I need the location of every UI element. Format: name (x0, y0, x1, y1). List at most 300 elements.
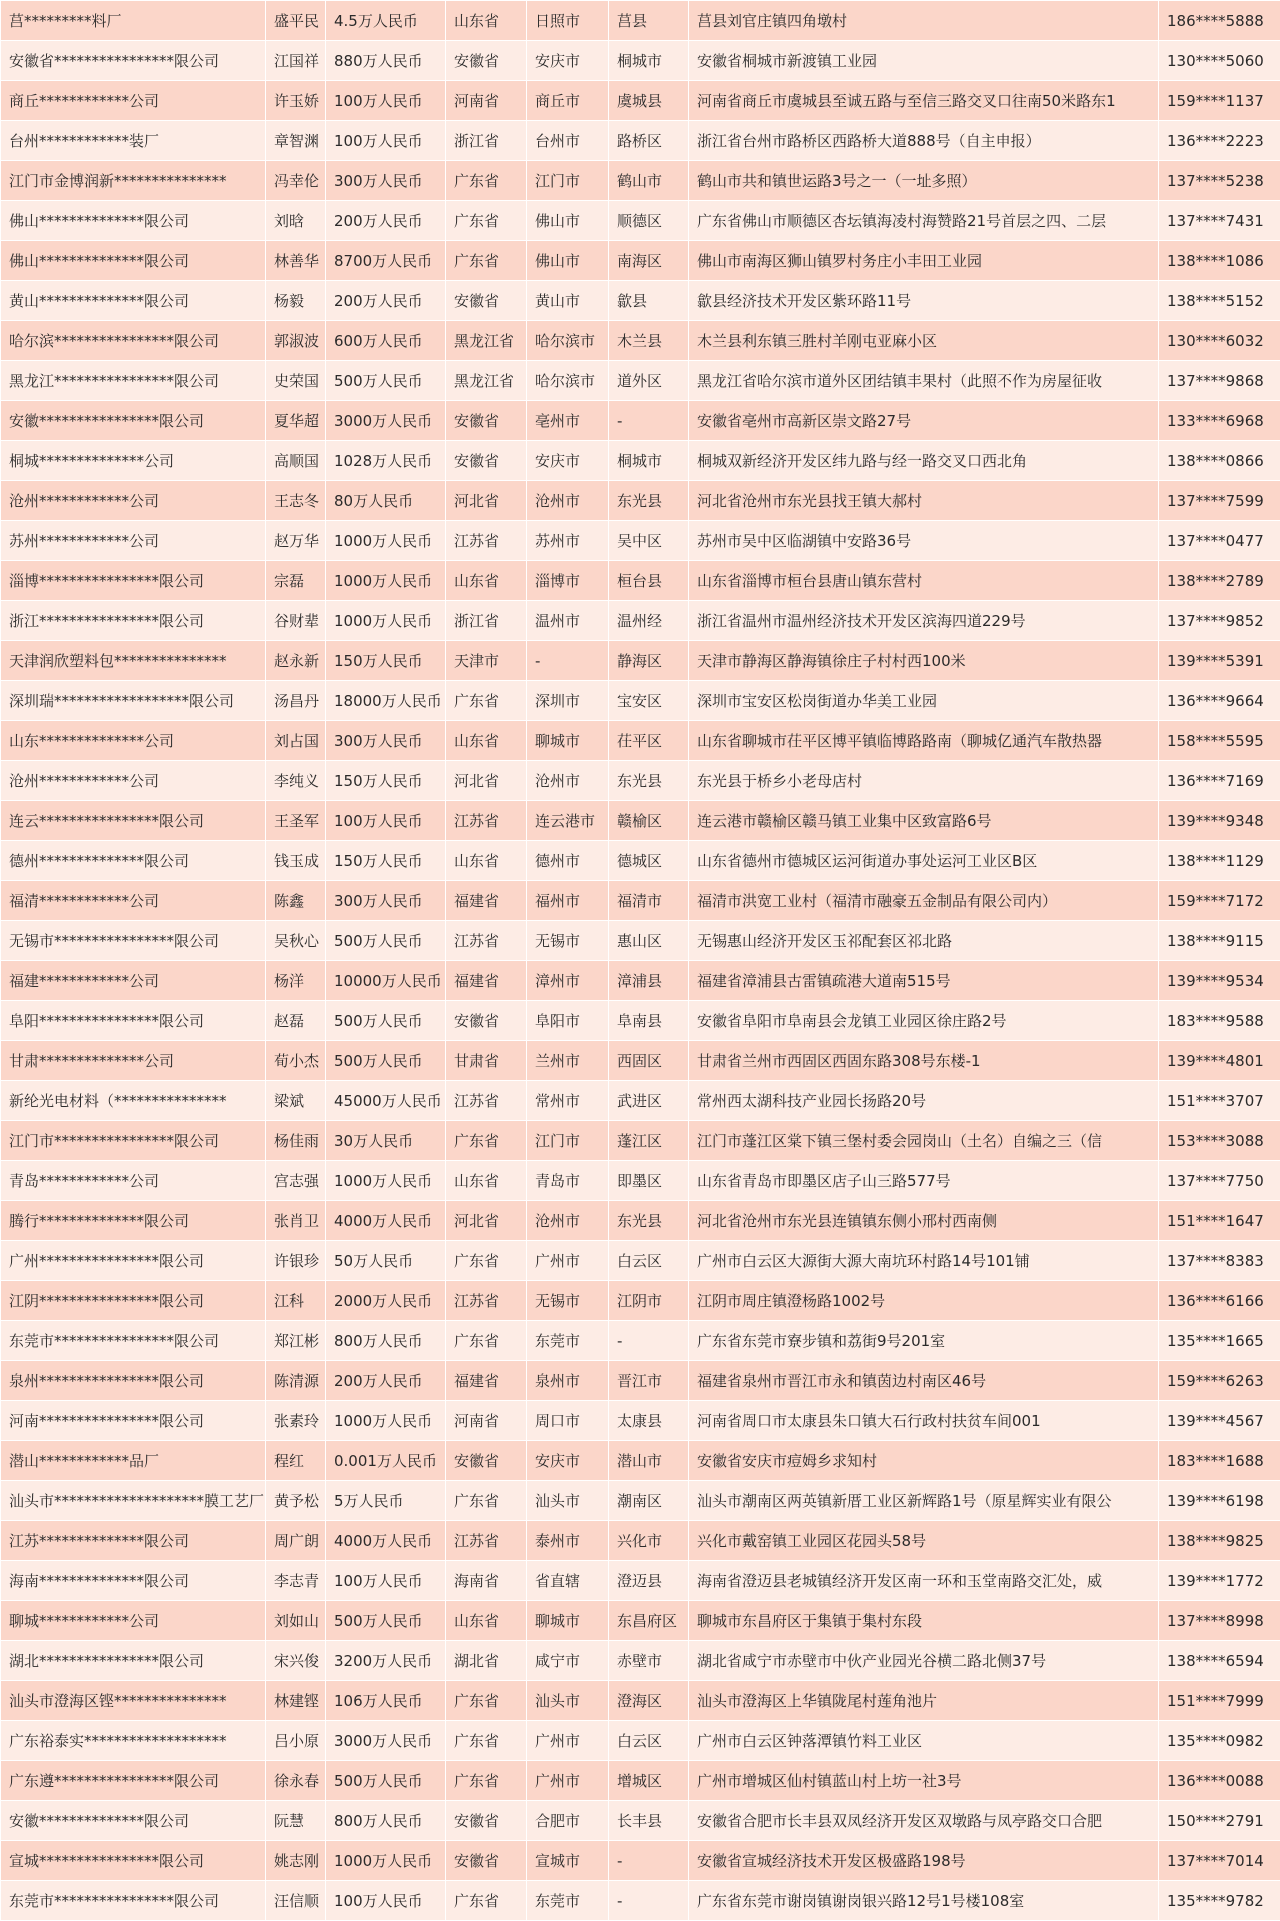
legal-rep-cell: 阮慧 (266, 1801, 326, 1841)
province-cell: 广东省 (446, 681, 527, 721)
company-table-body (1, 1, 1280, 1921)
city-cell: 无锡市 (527, 1281, 609, 1321)
phone-cell: 139****1772 (1159, 1561, 1280, 1601)
legal-rep-cell: 汪信顺 (266, 1881, 326, 1921)
legal-rep-cell: 王圣军 (266, 801, 326, 841)
phone-cell: 151****1647 (1159, 1201, 1280, 1241)
legal-rep-cell: 赵磊 (266, 1001, 326, 1041)
legal-rep-cell: 张肖卫 (266, 1201, 326, 1241)
phone-cell: 136****7169 (1159, 761, 1280, 801)
phone-cell: 153****3088 (1159, 1121, 1280, 1161)
address-cell: 连云港市赣榆区赣马镇工业集中区致富路6号 (689, 801, 1159, 841)
table-row (1, 161, 1280, 201)
city-cell: 哈尔滨市 (527, 361, 609, 401)
legal-rep-cell: 王志冬 (266, 481, 326, 521)
city-cell: 哈尔滨市 (527, 321, 609, 361)
province-cell: 安徽省 (446, 1441, 527, 1481)
district-cell: 茌平区 (609, 721, 689, 761)
district-cell: 福清市 (609, 881, 689, 921)
address-cell: 广东省佛山市顺德区杏坛镇海凌村海赞路21号首层之四、二层 (689, 201, 1159, 241)
registered-capital-cell: 1000万人民币 (326, 1841, 446, 1881)
company-name-cell: 沧州************公司 (1, 481, 266, 521)
company-name-cell: 广州****************限公司 (1, 1241, 266, 1281)
city-cell: 常州市 (527, 1081, 609, 1121)
phone-cell: 158****5595 (1159, 721, 1280, 761)
registered-capital-cell: 100万人民币 (326, 1881, 446, 1921)
legal-rep-cell: 许玉娇 (266, 81, 326, 121)
company-name-cell: 腾行**************限公司 (1, 1201, 266, 1241)
province-cell: 山东省 (446, 1, 527, 41)
district-cell: 长丰县 (609, 1801, 689, 1841)
city-cell: 东莞市 (527, 1321, 609, 1361)
province-cell: 广东省 (446, 1681, 527, 1721)
province-cell: 广东省 (446, 161, 527, 201)
company-name-cell: 潜山************品厂 (1, 1441, 266, 1481)
address-cell: 佛山市南海区狮山镇罗村务庄小丰田工业园 (689, 241, 1159, 281)
phone-cell: 137****9868 (1159, 361, 1280, 401)
registered-capital-cell: 80万人民币 (326, 481, 446, 521)
table-row (1, 81, 1280, 121)
city-cell: 合肥市 (527, 1801, 609, 1841)
address-cell: 安徽省合肥市长丰县双凤经济开发区双墩路与凤亭路交口合肥 (689, 1801, 1159, 1841)
district-cell: 白云区 (609, 1241, 689, 1281)
legal-rep-cell: 赵永新 (266, 641, 326, 681)
city-cell: 福州市 (527, 881, 609, 921)
company-name-cell: 商丘************公司 (1, 81, 266, 121)
registered-capital-cell: 1000万人民币 (326, 1161, 446, 1201)
company-name-cell: 宣城****************限公司 (1, 1841, 266, 1881)
table-row (1, 441, 1280, 481)
registered-capital-cell: 150万人民币 (326, 641, 446, 681)
company-name-cell: 福清************公司 (1, 881, 266, 921)
phone-cell: 137****8383 (1159, 1241, 1280, 1281)
district-cell: 江阴市 (609, 1281, 689, 1321)
company-name-cell: 汕头市澄海区铿*************** (1, 1681, 266, 1721)
company-name-cell: 河南****************限公司 (1, 1401, 266, 1441)
district-cell: 阜南县 (609, 1001, 689, 1041)
company-name-cell: 深圳瑞******************限公司 (1, 681, 266, 721)
registered-capital-cell: 800万人民币 (326, 1801, 446, 1841)
city-cell: 亳州市 (527, 401, 609, 441)
phone-cell: 130****5060 (1159, 41, 1280, 81)
address-cell: 湖北省咸宁市赤壁市中伙产业园光谷横二路北侧37号 (689, 1641, 1159, 1681)
registered-capital-cell: 150万人民币 (326, 841, 446, 881)
address-cell: 山东省淄博市桓台县唐山镇东营村 (689, 561, 1159, 601)
address-cell: 广州市增城区仙村镇蓝山村上坊一社3号 (689, 1761, 1159, 1801)
legal-rep-cell: 宗磊 (266, 561, 326, 601)
table-row (1, 1081, 1280, 1121)
address-cell: 海南省澄迈县老城镇经济开发区南一环和玉堂南路交汇处，威 (689, 1561, 1159, 1601)
company-name-cell: 德州**************限公司 (1, 841, 266, 881)
registered-capital-cell: 50万人民币 (326, 1241, 446, 1281)
company-name-cell: 安徽**************限公司 (1, 1801, 266, 1841)
registered-capital-cell: 3000万人民币 (326, 401, 446, 441)
company-name-cell: 海南**************限公司 (1, 1561, 266, 1601)
address-cell: 河南省周口市太康县朱口镇大石行政村扶贫车间001 (689, 1401, 1159, 1441)
phone-cell: 136****9664 (1159, 681, 1280, 721)
phone-cell: 138****2789 (1159, 561, 1280, 601)
legal-rep-cell: 谷财辈 (266, 601, 326, 641)
company-name-cell: 黄山**************限公司 (1, 281, 266, 321)
address-cell: 河南省商丘市虞城县至诚五路与至信三路交叉口往南50米路东1 (689, 81, 1159, 121)
address-cell: 天津市静海区静海镇徐庄子村村西100米 (689, 641, 1159, 681)
district-cell: - (609, 401, 689, 441)
address-cell: 鹤山市共和镇世运路3号之一（一址多照） (689, 161, 1159, 201)
district-cell: 增城区 (609, 1761, 689, 1801)
table-row (1, 481, 1280, 521)
company-name-cell: 汕头市********************膜工艺厂 (1, 1481, 266, 1521)
city-cell: 广州市 (527, 1241, 609, 1281)
table-row (1, 1881, 1280, 1921)
phone-cell: 139****9348 (1159, 801, 1280, 841)
address-cell: 黑龙江省哈尔滨市道外区团结镇丰果村（此照不作为房屋征收 (689, 361, 1159, 401)
city-cell: 商丘市 (527, 81, 609, 121)
registered-capital-cell: 880万人民币 (326, 41, 446, 81)
phone-cell: 138****5152 (1159, 281, 1280, 321)
city-cell: 江门市 (527, 1121, 609, 1161)
city-cell: 沧州市 (527, 481, 609, 521)
province-cell: 江苏省 (446, 1281, 527, 1321)
district-cell: 东光县 (609, 761, 689, 801)
city-cell: 江门市 (527, 161, 609, 201)
table-row (1, 1161, 1280, 1201)
phone-cell: 138****0866 (1159, 441, 1280, 481)
company-name-cell: 江阴****************限公司 (1, 1281, 266, 1321)
province-cell: 浙江省 (446, 601, 527, 641)
legal-rep-cell: 钱玉成 (266, 841, 326, 881)
district-cell: 兴化市 (609, 1521, 689, 1561)
company-name-cell: 浙江****************限公司 (1, 601, 266, 641)
legal-rep-cell: 史荣国 (266, 361, 326, 401)
table-row (1, 1721, 1280, 1761)
registered-capital-cell: 500万人民币 (326, 1761, 446, 1801)
province-cell: 江苏省 (446, 801, 527, 841)
table-row (1, 321, 1280, 361)
district-cell: 德城区 (609, 841, 689, 881)
province-cell: 安徽省 (446, 401, 527, 441)
registered-capital-cell: 4.5万人民币 (326, 1, 446, 41)
table-row (1, 1801, 1280, 1841)
district-cell: 木兰县 (609, 321, 689, 361)
district-cell: 晋江市 (609, 1361, 689, 1401)
table-row (1, 1241, 1280, 1281)
phone-cell: 159****7172 (1159, 881, 1280, 921)
table-row (1, 1481, 1280, 1521)
address-cell: 河北省沧州市东光县连镇镇东侧小邢村西南侧 (689, 1201, 1159, 1241)
legal-rep-cell: 李纯义 (266, 761, 326, 801)
legal-rep-cell: 吴秋心 (266, 921, 326, 961)
city-cell: 泰州市 (527, 1521, 609, 1561)
province-cell: 黑龙江省 (446, 361, 527, 401)
address-cell: 汕头市潮南区两英镇新厝工业区新辉路1号（原星辉实业有限公 (689, 1481, 1159, 1521)
district-cell: 潜山市 (609, 1441, 689, 1481)
address-cell: 福建省泉州市晋江市永和镇茵边村南区46号 (689, 1361, 1159, 1401)
registered-capital-cell: 3200万人民币 (326, 1641, 446, 1681)
province-cell: 山东省 (446, 1161, 527, 1201)
table-row (1, 1361, 1280, 1401)
company-name-cell: 莒*********料厂 (1, 1, 266, 41)
province-cell: 浙江省 (446, 121, 527, 161)
district-cell: 路桥区 (609, 121, 689, 161)
city-cell: 青岛市 (527, 1161, 609, 1201)
province-cell: 江苏省 (446, 1081, 527, 1121)
phone-cell: 135****0982 (1159, 1721, 1280, 1761)
registered-capital-cell: 1000万人民币 (326, 1401, 446, 1441)
phone-cell: 135****1665 (1159, 1321, 1280, 1361)
table-row (1, 1561, 1280, 1601)
phone-cell: 137****7431 (1159, 201, 1280, 241)
province-cell: 广东省 (446, 1481, 527, 1521)
phone-cell: 151****7999 (1159, 1681, 1280, 1721)
table-row (1, 641, 1280, 681)
address-cell: 安徽省桐城市新渡镇工业园 (689, 41, 1159, 81)
district-cell: 澄海区 (609, 1681, 689, 1721)
company-name-cell: 阜阳****************限公司 (1, 1001, 266, 1041)
address-cell: 兴化市戴窑镇工业园区花园头58号 (689, 1521, 1159, 1561)
province-cell: 安徽省 (446, 1841, 527, 1881)
province-cell: 福建省 (446, 881, 527, 921)
legal-rep-cell: 吕小原 (266, 1721, 326, 1761)
city-cell: 安庆市 (527, 41, 609, 81)
legal-rep-cell: 盛平民 (266, 1, 326, 41)
district-cell: 惠山区 (609, 921, 689, 961)
company-name-cell: 哈尔滨****************限公司 (1, 321, 266, 361)
district-cell: 东昌府区 (609, 1601, 689, 1641)
company-name-cell: 新纶光电材料（*************** (1, 1081, 266, 1121)
table-row (1, 1121, 1280, 1161)
registered-capital-cell: 4000万人民币 (326, 1201, 446, 1241)
district-cell: 赤壁市 (609, 1641, 689, 1681)
table-row (1, 1641, 1280, 1681)
district-cell: 桓台县 (609, 561, 689, 601)
address-cell: 无锡惠山经济开发区玉祁配套区祁北路 (689, 921, 1159, 961)
city-cell: 连云港市 (527, 801, 609, 841)
registered-capital-cell: 30万人民币 (326, 1121, 446, 1161)
province-cell: 甘肃省 (446, 1041, 527, 1081)
address-cell: 广东省东莞市寮步镇和荔街9号201室 (689, 1321, 1159, 1361)
registered-capital-cell: 200万人民币 (326, 281, 446, 321)
legal-rep-cell: 荀小杰 (266, 1041, 326, 1081)
legal-rep-cell: 刘晗 (266, 201, 326, 241)
province-cell: 广东省 (446, 241, 527, 281)
legal-rep-cell: 江国祥 (266, 41, 326, 81)
district-cell: 太康县 (609, 1401, 689, 1441)
city-cell: 苏州市 (527, 521, 609, 561)
province-cell: 天津市 (446, 641, 527, 681)
address-cell: 山东省聊城市茌平区博平镇临博路路南（聊城亿通汽车散热器 (689, 721, 1159, 761)
legal-rep-cell: 夏华超 (266, 401, 326, 441)
registered-capital-cell: 100万人民币 (326, 801, 446, 841)
city-cell: 日照市 (527, 1, 609, 41)
company-name-cell: 连云****************限公司 (1, 801, 266, 841)
address-cell: 江门市蓬江区棠下镇三堡村委会园岗山（土名）自编之三（信 (689, 1121, 1159, 1161)
company-name-cell: 天津润欣塑料包*************** (1, 641, 266, 681)
table-row (1, 1321, 1280, 1361)
phone-cell: 139****4801 (1159, 1041, 1280, 1081)
registered-capital-cell: 5万人民币 (326, 1481, 446, 1521)
phone-cell: 137****0477 (1159, 521, 1280, 561)
phone-cell: 137****5238 (1159, 161, 1280, 201)
province-cell: 山东省 (446, 841, 527, 881)
table-row (1, 801, 1280, 841)
company-name-cell: 江苏**************限公司 (1, 1521, 266, 1561)
company-name-cell: 广东遵****************限公司 (1, 1761, 266, 1801)
province-cell: 河南省 (446, 81, 527, 121)
table-row (1, 1001, 1280, 1041)
phone-cell: 136****0088 (1159, 1761, 1280, 1801)
province-cell: 江苏省 (446, 521, 527, 561)
table-row (1, 401, 1280, 441)
registered-capital-cell: 3000万人民币 (326, 1721, 446, 1761)
district-cell: 温州经 (609, 601, 689, 641)
address-cell: 甘肃省兰州市西固区西固东路308号东楼-1 (689, 1041, 1159, 1081)
legal-rep-cell: 高顺国 (266, 441, 326, 481)
city-cell: 宣城市 (527, 1841, 609, 1881)
company-name-cell: 青岛************公司 (1, 1161, 266, 1201)
phone-cell: 186****5888 (1159, 1, 1280, 41)
registered-capital-cell: 1000万人民币 (326, 521, 446, 561)
legal-rep-cell: 杨佳雨 (266, 1121, 326, 1161)
district-cell: 桐城市 (609, 41, 689, 81)
table-row (1, 201, 1280, 241)
district-cell: 白云区 (609, 1721, 689, 1761)
table-row (1, 41, 1280, 81)
registered-capital-cell: 200万人民币 (326, 201, 446, 241)
city-cell: - (527, 641, 609, 681)
address-cell: 广东省东莞市谢岗镇谢岗银兴路12号1号楼108室 (689, 1881, 1159, 1921)
legal-rep-cell: 郭淑波 (266, 321, 326, 361)
city-cell: 沧州市 (527, 1201, 609, 1241)
district-cell: 顺德区 (609, 201, 689, 241)
table-row (1, 561, 1280, 601)
phone-cell: 159****1137 (1159, 81, 1280, 121)
table-row (1, 121, 1280, 161)
city-cell: 广州市 (527, 1761, 609, 1801)
table-row (1, 1521, 1280, 1561)
company-name-cell: 东莞市****************限公司 (1, 1321, 266, 1361)
address-cell: 汕头市澄海区上华镇陇尾村莲角池片 (689, 1681, 1159, 1721)
company-name-cell: 江门市金博润新*************** (1, 161, 266, 201)
registered-capital-cell: 2000万人民币 (326, 1281, 446, 1321)
province-cell: 江苏省 (446, 921, 527, 961)
phone-cell: 137****7599 (1159, 481, 1280, 521)
address-cell: 深圳市宝安区松岗街道办华美工业园 (689, 681, 1159, 721)
district-cell: 赣榆区 (609, 801, 689, 841)
province-cell: 湖北省 (446, 1641, 527, 1681)
province-cell: 河北省 (446, 481, 527, 521)
table-row (1, 681, 1280, 721)
legal-rep-cell: 陈清源 (266, 1361, 326, 1401)
registered-capital-cell: 1028万人民币 (326, 441, 446, 481)
address-cell: 桐城双新经济开发区纬九路与经一路交叉口西北角 (689, 441, 1159, 481)
address-cell: 安徽省宣城经济技术开发区极盛路198号 (689, 1841, 1159, 1881)
registered-capital-cell: 300万人民币 (326, 161, 446, 201)
company-name-cell: 淄博****************限公司 (1, 561, 266, 601)
city-cell: 周口市 (527, 1401, 609, 1441)
city-cell: 漳州市 (527, 961, 609, 1001)
company-name-cell: 无锡市****************限公司 (1, 921, 266, 961)
company-name-cell: 安徽****************限公司 (1, 401, 266, 441)
city-cell: 黄山市 (527, 281, 609, 321)
address-cell: 山东省德州市德城区运河街道办事处运河工业区B区 (689, 841, 1159, 881)
district-cell: - (609, 1841, 689, 1881)
province-cell: 广东省 (446, 1721, 527, 1761)
table-row (1, 881, 1280, 921)
company-name-cell: 山东**************公司 (1, 721, 266, 761)
city-cell: 佛山市 (527, 241, 609, 281)
table-row (1, 521, 1280, 561)
phone-cell: 137****7014 (1159, 1841, 1280, 1881)
table-row (1, 281, 1280, 321)
province-cell: 安徽省 (446, 441, 527, 481)
company-name-cell: 广东裕泰实******************* (1, 1721, 266, 1761)
legal-rep-cell: 程红 (266, 1441, 326, 1481)
city-cell: 台州市 (527, 121, 609, 161)
phone-cell: 150****2791 (1159, 1801, 1280, 1841)
registered-capital-cell: 300万人民币 (326, 721, 446, 761)
company-name-cell: 佛山**************限公司 (1, 201, 266, 241)
company-name-cell: 安徽省****************限公司 (1, 41, 266, 81)
legal-rep-cell: 杨洋 (266, 961, 326, 1001)
registered-capital-cell: 106万人民币 (326, 1681, 446, 1721)
address-cell: 聊城市东昌府区于集镇于集村东段 (689, 1601, 1159, 1641)
phone-cell: 137****7750 (1159, 1161, 1280, 1201)
address-cell: 河北省沧州市东光县找王镇大郝村 (689, 481, 1159, 521)
province-cell: 山东省 (446, 1601, 527, 1641)
city-cell: 安庆市 (527, 441, 609, 481)
district-cell: 西固区 (609, 1041, 689, 1081)
table-row (1, 1, 1280, 41)
city-cell: 无锡市 (527, 921, 609, 961)
legal-rep-cell: 李志青 (266, 1561, 326, 1601)
phone-cell: 183****9588 (1159, 1001, 1280, 1041)
table-row (1, 1761, 1280, 1801)
table-row (1, 1401, 1280, 1441)
phone-cell: 138****6594 (1159, 1641, 1280, 1681)
registered-capital-cell: 800万人民币 (326, 1321, 446, 1361)
province-cell: 福建省 (446, 1361, 527, 1401)
legal-rep-cell: 刘占国 (266, 721, 326, 761)
legal-rep-cell: 陈鑫 (266, 881, 326, 921)
province-cell: 河北省 (446, 761, 527, 801)
company-name-cell: 黑龙江****************限公司 (1, 361, 266, 401)
table-row (1, 921, 1280, 961)
province-cell: 广东省 (446, 1761, 527, 1801)
table-row (1, 1041, 1280, 1081)
phone-cell: 133****6968 (1159, 401, 1280, 441)
legal-rep-cell: 江科 (266, 1281, 326, 1321)
table-row (1, 721, 1280, 761)
registered-capital-cell: 300万人民币 (326, 881, 446, 921)
district-cell: 宝安区 (609, 681, 689, 721)
district-cell: 鹤山市 (609, 161, 689, 201)
legal-rep-cell: 刘如山 (266, 1601, 326, 1641)
registered-capital-cell: 500万人民币 (326, 1041, 446, 1081)
address-cell: 广州市白云区大源街大源大南坑环村路14号101铺 (689, 1241, 1159, 1281)
city-cell: 汕头市 (527, 1481, 609, 1521)
city-cell: 聊城市 (527, 721, 609, 761)
phone-cell: 137****8998 (1159, 1601, 1280, 1641)
phone-cell: 151****3707 (1159, 1081, 1280, 1121)
registered-capital-cell: 8700万人民币 (326, 241, 446, 281)
district-cell: 桐城市 (609, 441, 689, 481)
province-cell: 广东省 (446, 1321, 527, 1361)
registered-capital-cell: 10000万人民币 (326, 961, 446, 1001)
phone-cell: 138****1086 (1159, 241, 1280, 281)
phone-cell: 130****6032 (1159, 321, 1280, 361)
address-cell: 歙县经济技术开发区紫环路11号 (689, 281, 1159, 321)
district-cell: 蓬江区 (609, 1121, 689, 1161)
